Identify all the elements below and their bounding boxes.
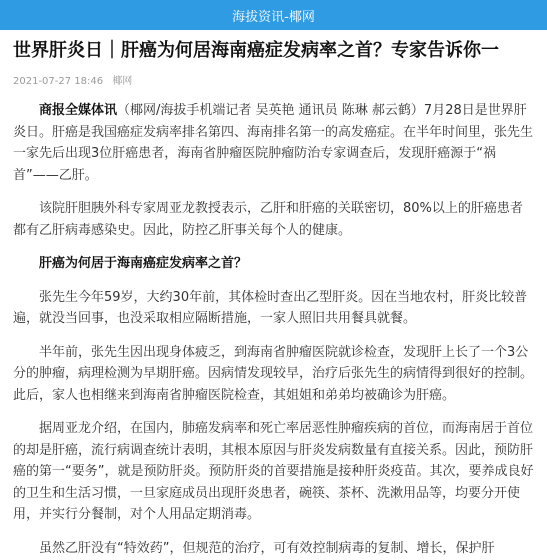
article-meta [13, 72, 534, 87]
section-subheading: 肝癌为何居于海南癌症发病率之首？ [39, 256, 248, 271]
lead-text: （椰网/海拔手机端记者 吴英艳 通讯员 陈琳 郝云鹤）7月28日是世界肝炎日。肝癌是我国癌症发病率排名第四、海南排名第一的高发癌症。在半年时间里，张先生一家先后出现3位肝癌患者，海南省肿瘤医院肿瘤防治专家调查后，发现肝癌源于“祸首”——乙肝。 [13, 103, 534, 183]
top-bar [0, 0, 547, 30]
paragraph: 据周亚龙介绍，在国内，肺癌发病率和死亡率居恶性肿瘤疾病的首位，而海南居于首位的却是肝癌，流行病调查统计表明，其根本原因与肝炎发病数量有直接关系。因此，预防肝癌的第一“要务”，就是预防肝炎。预防肝炎的首要措施是接种肝炎疫苗。其次，要养成良好的卫生和生活习惯，一旦家庭成员出现肝炎患者，碗筷、茶杯、洗漱用品等，均要分开使用，并实行分餐制，对个人用品定期消毒。 [13, 421, 534, 522]
article [0, 39, 547, 559]
article-title: 世界肝炎日｜肝癌为何居海南癌症发病率之首？专家告诉你一 [13, 40, 499, 61]
lead-paragraph [13, 100, 534, 186]
publish-date: 2021-07-27 18:46 [13, 76, 104, 87]
site-title[interactable]: 海拔资讯-椰网 [232, 9, 315, 25]
paragraph: 半年前，张先生因出现身体疲乏，到海南省肿瘤医院就诊检查，发现肝上长了一个3公分的肿瘤，病理检测为早期肝癌。因病情发现较早，治疗后张先生的病情得到很好的控制。此后，家人也相继来到海南省肿瘤医院检查，其姐姐和弟弟均被确诊为肝癌。 [13, 344, 534, 403]
paragraph: 该院肝胆胰外科专家周亚龙教授表示，乙肝和肝癌的关联密切，80%以上的肝癌患者都有乙肝病毒感染史。因此，防控乙肝事关每个人的健康。 [13, 201, 523, 238]
article-source[interactable]: 椰网 [112, 76, 133, 87]
lead-strong: 商报全媒体讯 [39, 103, 118, 118]
paragraph: 虽然乙肝没有“特效药”，但规范的治疗，可有效控制病毒的复制、增长，保护肝 [39, 540, 495, 556]
paragraph: 张先生今年59岁，大约30年前，其体检时查出乙型肝炎。因在当地农村，肝炎比较普遍，就没当回事，也没采取相应隔断措施，一家人照旧共用餐具就餐。 [13, 289, 528, 326]
